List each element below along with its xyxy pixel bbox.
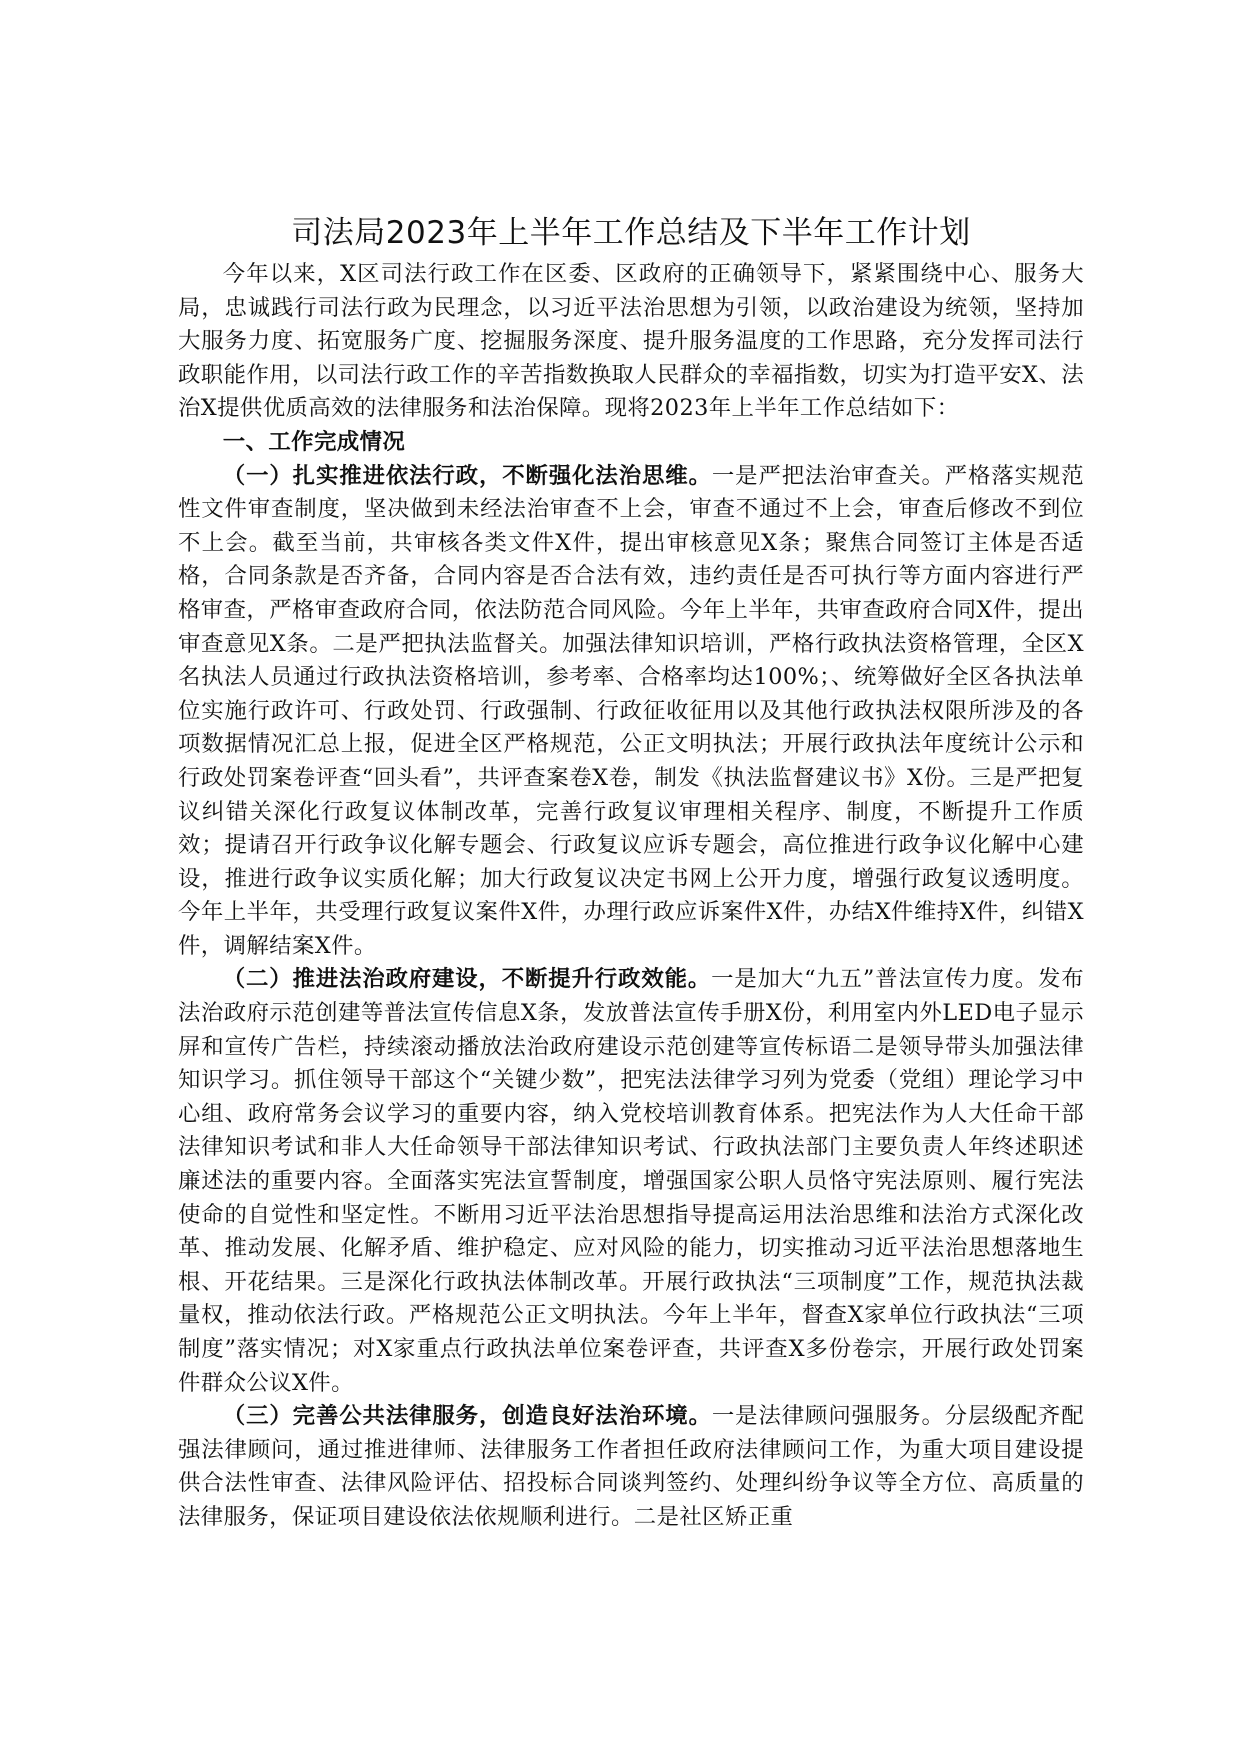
document-title: 司法局2023年上半年工作总结及下半年工作计划 — [291, 215, 971, 251]
document-page — [178, 212, 1084, 1535]
paragraph-1 — [178, 460, 1084, 964]
paragraph-3-body: 一是法律顾问强服务。分层级配齐配强法律顾问，通过推进律师、法律服务工作者担任政府法律顾问工作，为重大项目建设提供合法性审查、法律风险评估、招投标合同谈判签约、处理纠纷争议等全方位、高质量的法律服务，保证项目建设依法依规顺利进行。二是社区矫正重 — [178, 1403, 1084, 1530]
paragraph-3 — [178, 1400, 1084, 1534]
paragraph-2-lead: （二）推进法治政府建设，不断提升行政效能。 — [222, 966, 712, 993]
paragraph-2-body: 一是加大“九五”普法宣传力度。发布法治政府示范创建等普法宣传信息X条，发放普法宣传手册X份，利用室内外LED电子显示屏和宣传广告栏，持续滚动播放法治政府建设示范创建等宣传标语二是领导带头加强法律知识学习。抓住领导干部这个“关键少数”，把宪法法律学习列为党委（党组）理论学习中心组、政府常务会议学习的重要内容，纳入党校培训教育体系。把宪法作为人大任命干部法律知识考试和非人大任命领导干部法律知识考试、行政执法部门主要负责人年终述职述廉述法的重要内容。全面落实宪法宣誓制度，增强国家公职人员恪守宪法原则、履行宪法使命的自觉性和坚定性。不断用习近平法治思想指导提高运用法治思维和法治方式深化改革、推动发展、化解矛盾、维护稳定、应对风险的能力，切实推动习近平法治思想落地生根、开花结果。三是深化行政执法体制改革。开展行政执法“三项制度”工作，规范执法裁量权，推动依法行政。严格规范公正文明执法。今年上半年，督查X家单位行政执法“三项制度”落实情况；对X家重点行政执法单位案卷评查，共评查X多份卷宗，开展行政处罚案件群众公议X件。 — [178, 966, 1084, 1396]
paragraph-3-lead: （三）完善公共法律服务，创造良好法治环境。 — [222, 1403, 712, 1430]
paragraph-1-body: 一是严把法治审查关。严格落实规范性文件审查制度，坚决做到未经法治审查不上会，审查不通过不上会，审查后修改不到位不上会。截至当前，共审核各类文件X件，提出审核意见X条；聚焦合同签订主体是否适格，合同条款是否齐备，合同内容是否合法有效，违约责任是否可执行等方面内容进行严格审查，严格审查政府合同，依法防范合同风险。今年上半年，共审查政府合同X件，提出审查意见X条。二是严把执法监督关。加强法律知识培训，严格行政执法资格管理，全区X名执法人员通过行政执法资格培训，参考率、合格率均达100%；、统筹做好全区各执法单位实施行政许可、行政处罚、行政强制、行政征收征用以及其他行政执法权限所涉及的各项数据情况汇总上报，促进全区严格规范，公正文明执法；开展行政执法年度统计公示和行政处罚案卷评查“回头看”，共评查案卷X卷，制发《执法监督建议书》X份。三是严把复议纠错关深化行政复议体制改革，完善行政复议审理相关程序、制度，不断提升工作质效；提请召开行政争议化解专题会、行政复议应诉专题会，高位推进行政争议化解中心建设，推进行政争议实质化解；加大行政复议决定书网上公开力度，增强行政复议透明度。今年上半年，共受理行政复议案件X件，办理行政应诉案件X件，办结X件维持X件，纠错X件，调解结案X件。 — [178, 462, 1084, 959]
section-heading-1: 一、工作完成情况 — [222, 428, 406, 455]
paragraph-1-lead: （一）扎实推进依法行政，不断强化法治思维。 — [222, 462, 712, 489]
paragraph-2 — [178, 963, 1084, 1400]
intro-paragraph: 今年以来，X区司法行政工作在区委、区政府的正确领导下，紧紧围绕中心、服务大局，忠诚践行司法行政为民理念，以习近平法治思想为引领，以政治建设为统领，坚持加大服务力度、拓宽服务广度、挖掘服务深度、提升服务温度的工作思路，充分发挥司法行政职能作用，以司法行政工作的辛苦指数换取人民群众的幸福指数，切实为打造平安X、法治X提供优质高效的法律服务和法治保障。现将2023年上半年工作总结如下： — [178, 261, 1084, 422]
